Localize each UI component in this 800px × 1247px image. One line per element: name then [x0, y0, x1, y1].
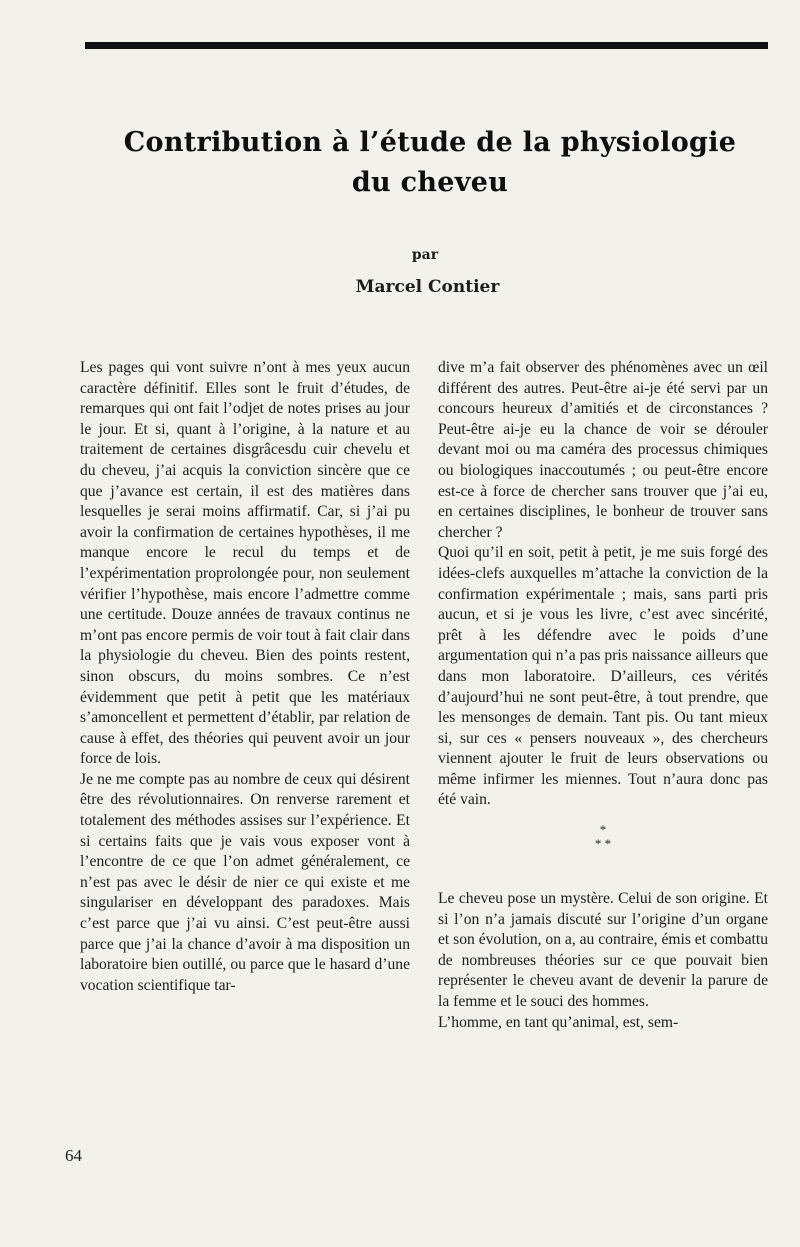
right-column	[438, 358, 768, 1033]
paragraph: dive m’a fait observer des phénomènes avec un œil différent des autres. Peut-être ai-je été servi par un concours heureux d’amitiés et de circonstances ? Peut-être ai-je eu la chance de voir se dérouler devant moi ou ma caméra des processus chimiques ou biologiques inaccoutumés ; ou peut-être encore est-ce à force de chercher sans trouver que j’ai eu, en certaines disciplines, le bonheur de trouver sans chercher ?	[438, 359, 768, 541]
page-number: 64	[65, 1146, 82, 1165]
paragraph: Je ne me compte pas au nombre de ceux qui désirent être des révolutionnaires. On renverse rarement et totalement des méthodes assises sur l’expérience. Et si certains faits que je vais vous exposer vont à l’encontre de ce que l’on admet généralement, ce n’est pas avec le désir de nier ce qui existe et me singulariser en développant des paradoxes. Mais c’est parce que j’ai vu ainsi. C’est peut-être aussi parce que j’ai la chance d’avoir à ma disposition un laboratoire bien outillé, ou parce que le hasard d’une vocation scientifique tar-	[80, 770, 410, 994]
paragraph: Le cheveu pose un mystère. Celui de son origine. Et si l’on n’a jamais discuté sur l’origine d’un organe et son évolution, on a, au contraire, émis et combattu de nombreuses théories sur ce que pouvait bien représenter le cheveu avant de devenir la parure de la femme et le souci des hommes.	[438, 890, 768, 1011]
paragraph: Les pages qui vont suivre n’ont à mes yeux aucun caractère définitif. Elles sont le fruit d’études, de remarques qui ont fait l’odjet de notes prises au jour le jour. Et si, quant à l’origine, à la nature et au traitement de certaines disgrâcesdu cuir chevelu et du cheveu, j’ai acquis la conviction sincère que ce que j’avance est certain, il est des matières dans lesquelles je serai moins affirmatif. Car, si j’ai pu avoir la confirmation de certaines hypothèses, il me manque encore le recul du temps et de l’expérimentation proprolongée pour, non seulement vérifier l’hypothèse, mais encore l’admettre comme une certitude. Douze années de travaux continus ne m’ont pas encore permis de voir tout à fait clair dans la physiologie du cheveu. Bien des points restent, sinon obscurs, du moins sombres. Ce n’est évidemment que petit à petit que les matériaux s’amoncellent et permettent d’établir, par relation de cause à effet, des théories qui peuvent avoir un jour force de lois.	[80, 359, 410, 768]
left-column	[80, 358, 410, 996]
title-line-2: du cheveu	[351, 167, 509, 198]
asterism-top: *	[599, 822, 607, 838]
asterism-bottom: * *	[594, 836, 612, 852]
author-name: Marcel Contier	[355, 277, 500, 297]
byline-par: par	[411, 247, 439, 263]
article-title	[60, 123, 800, 203]
paragraph: L’homme, en tant qu’animal, est, sem-	[438, 1013, 679, 1031]
paragraph: Quoi qu’il en soit, petit à petit, je me suis forgé des idées-clefs auxquelles m’attache la conviction de la confirmation expérimentale ; mais, sans parti pris aucun, et si je vous les livre, c’est avec sincérité, prêt à les défendre avec le poids d’une argumentation qui n’a pas pris naissance ailleurs que dans mon laboratoire. D’ailleurs, ces vérités d’aujourd’hui ne sont peut-être, à tout prendre, que les mensonges de demain. Tant pis. Ou tant mieux si, sur ces « pensers nouveaux », des chercheurs viennent ajouter le fruit de leurs observations ou même infirmer les miennes. Tout n’aura donc pas été vain.	[438, 544, 768, 809]
asterism-separator	[438, 823, 768, 851]
title-line-1: Contribution à l’étude de la physiologie	[123, 127, 737, 158]
top-rule	[85, 42, 768, 49]
